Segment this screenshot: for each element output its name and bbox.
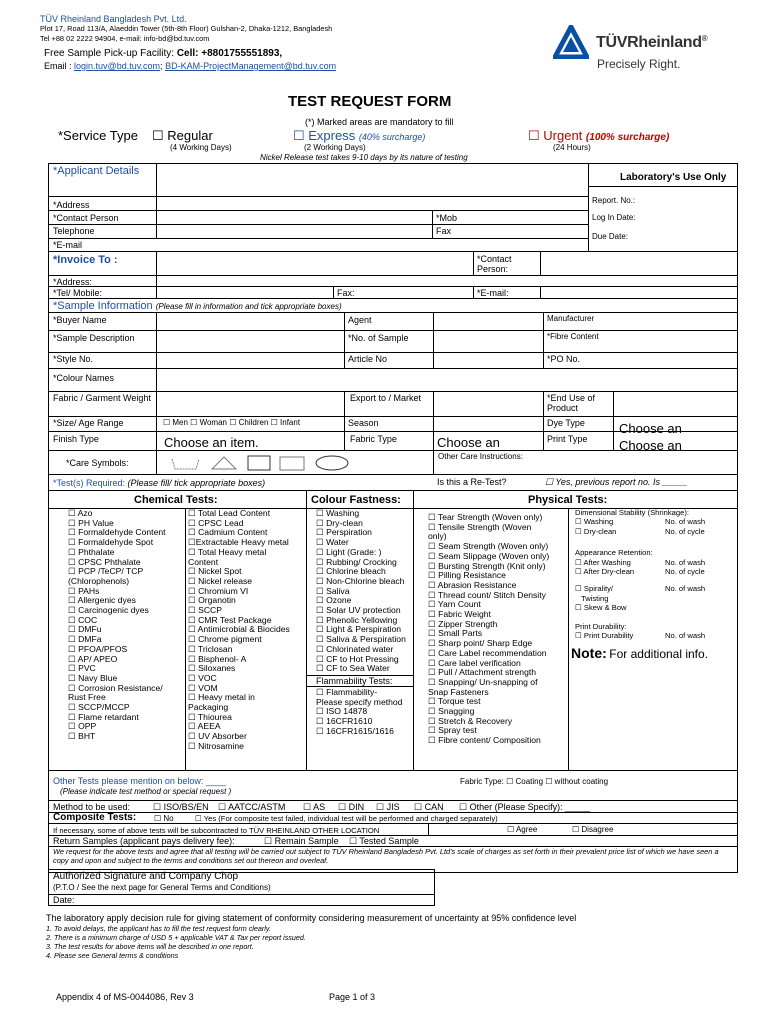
physical-test-item[interactable]: ☐ Torque test: [428, 696, 481, 707]
colour-fastness-item[interactable]: ☐ Ozone: [316, 595, 352, 606]
physical-test-item[interactable]: ☐ Zipper Strength: [428, 618, 498, 629]
applicant-address-label: *Address: [53, 200, 90, 210]
return-tested[interactable]: ☐ Tested Sample: [349, 836, 419, 846]
dim-wash-no: No. of wash: [665, 517, 706, 527]
print-dur-no: No. of wash: [665, 631, 706, 641]
spirality-row: [575, 584, 735, 593]
logo-name: TÜVRheinland: [596, 34, 702, 51]
chemical-test-item[interactable]: ☐ VOC: [188, 672, 217, 683]
chemical-test-item[interactable]: ☐ Siloxanes: [188, 663, 236, 674]
chemical-test-item[interactable]: ☐ Azo: [68, 508, 93, 518]
chemical-test-item[interactable]: ☐Extractable Heavy metal: [188, 537, 289, 548]
article-no-label: Article No: [348, 354, 388, 364]
finish-type-label: Finish Type: [53, 434, 99, 444]
flammability-item: Please specify method: [316, 696, 403, 707]
physical-test-item[interactable]: ☐ Pilling Resistance: [428, 570, 506, 581]
regular-days: (4 Working Days): [170, 143, 232, 152]
chemical-test-item[interactable]: ☐ CPSC Phthalate: [68, 556, 141, 567]
urgent-days: (24 Hours): [553, 143, 591, 152]
app-wash-row: [575, 558, 735, 567]
invoice-address-label: *Address:: [53, 277, 93, 287]
note-3: 3. The test results for above items will be described in one report.: [46, 942, 254, 951]
physical-test-item[interactable]: ☐ Fibre content/ Composition: [428, 735, 541, 746]
app-dry[interactable]: ☐ After Dry-clean: [575, 567, 635, 577]
flammability-item[interactable]: ☐ 16CFR1610: [316, 716, 373, 727]
print-dur-row: [575, 631, 735, 640]
method-din[interactable]: ☐ DIN: [338, 802, 365, 812]
physical-test-item[interactable]: ☐ Care Label recommendation: [428, 647, 547, 658]
method-jis[interactable]: ☐ JIS: [376, 802, 400, 812]
app-dry-no: No. of cycle: [665, 567, 705, 577]
method-as[interactable]: ☐ AS: [303, 802, 326, 812]
express-surcharge: (40% surcharge): [358, 132, 426, 142]
skew-bow[interactable]: ☐ Skew & Bow: [575, 603, 627, 613]
print-durability[interactable]: ☐ Print Durability: [575, 631, 634, 641]
applicant-fax-label: Fax: [436, 226, 452, 236]
spacer: [575, 536, 735, 548]
note-text: For additional info.: [609, 647, 709, 661]
method-can[interactable]: ☐ CAN: [414, 802, 444, 812]
care-symbols-label: *Care Symbols:: [66, 458, 129, 468]
chemical-test-item[interactable]: ☐ Heavy metal in: [188, 692, 255, 703]
appearance-title: Appearance Retention:: [575, 548, 653, 558]
chemical-test-item[interactable]: ☐ Triclosan: [188, 643, 233, 654]
applicant-title: *Applicant Details: [53, 165, 140, 177]
dye-type-select[interactable]: Choose an: [619, 421, 682, 436]
mandatory-note: (*) Marked areas are mandatory to fill: [305, 117, 454, 127]
physical-list: [428, 513, 549, 746]
physical-extra: [575, 508, 735, 640]
size-age-label: *Size/ Age Range: [53, 418, 124, 428]
end-use-label: *End Use of Product: [547, 393, 596, 413]
chemical-test-item[interactable]: ☐ COC: [68, 614, 98, 625]
other-care-label: Other Care Instructions:: [438, 452, 523, 461]
colour-fastness-item[interactable]: ☐ Chlorine bleach: [316, 566, 386, 577]
chemical-test-item: Content: [188, 556, 219, 567]
dim-dry-no: No. of cycle: [665, 526, 705, 536]
manufacturer-label: Manufacturer: [547, 314, 595, 323]
colour-fastness-item[interactable]: ☐ Rubbing/ Crocking: [316, 556, 397, 567]
physical-test-item[interactable]: ☐ Stretch & Recovery: [428, 715, 513, 726]
pickup-line: [44, 48, 282, 59]
chemical-tests-title: Chemical Tests:: [134, 494, 218, 506]
app-dry-row: [575, 567, 735, 576]
pickup-cell: Cell: +8801755551893,: [176, 48, 283, 59]
method-other[interactable]: ☐ Other (Please Specify): _____: [459, 802, 591, 812]
flammability-item[interactable]: ☐ ISO 14878: [316, 706, 368, 717]
applicant-contact-label: *Contact Person: [53, 213, 119, 223]
decision-rule: The laboratory apply decision rule for giving statement of conformity considering measurement of uncertainty at 95% confidence level: [46, 913, 577, 923]
chemical-test-item[interactable]: ☐ Nickel Spot: [188, 566, 242, 577]
colour-fastness-item[interactable]: ☐ Saliva & Perspiration: [316, 634, 406, 645]
spacer: [575, 613, 735, 622]
physical-test-item[interactable]: ☐ Care label verification: [428, 657, 521, 668]
appendix-ref: Appendix 4 of MS-0044086, Rev 3: [56, 992, 194, 1002]
chemical-test-item[interactable]: ☐ Antimicrobial & Biocides: [188, 624, 290, 635]
fabric-weight-label: Fabric / Garment Weight: [53, 393, 151, 403]
chemical-test-item[interactable]: ☐ Total Lead Content: [188, 508, 271, 518]
colour-names-label: *Colour Names: [53, 373, 115, 383]
chemical-test-item[interactable]: ☐ DMFa: [68, 634, 102, 645]
retest-label: Is this a Re-Test?: [437, 477, 507, 487]
size-options[interactable]: ☐ Men ☐ Woman ☐ Children ☐ Infant: [163, 418, 301, 427]
colour-fastness-item[interactable]: ☐ Phenolic Yellowing: [316, 614, 398, 625]
tuv-triangle-icon: [553, 25, 589, 59]
physical-tests-title: Physical Tests:: [528, 494, 608, 506]
logo-reg: ®: [701, 34, 708, 43]
physical-test-item[interactable]: ☐ Fabric Weight: [428, 609, 491, 620]
invoice-email-label: *E-mail:: [477, 288, 509, 298]
fibre-content-label: *Fibre Content: [547, 332, 599, 341]
retest-yes[interactable]: ☐ Yes, previous report no. Is _____: [545, 477, 688, 487]
style-no-label: *Style No.: [53, 354, 94, 364]
logo-tagline: Precisely Right.: [597, 57, 681, 71]
fabric-type-coating[interactable]: Fabric Type: ☐ Coating ☐ without coating: [460, 777, 609, 786]
print-durability-title: Print Durability:: [575, 621, 627, 631]
tests-required-note: (Please fill/ tick appropriate boxes): [127, 478, 266, 488]
physical-test-item[interactable]: ☐ Abrasion Resistance: [428, 579, 517, 590]
dim-dry[interactable]: ☐ Dry-clean: [575, 526, 617, 536]
dim-dry-row: [575, 527, 735, 536]
composite-yes[interactable]: ☐ Yes (For composite test failed, individual test will be performed and charged separately): [195, 814, 498, 823]
colour-fastness-title: Colour Fastness:: [311, 494, 401, 506]
urgent-label: ☐ Urgent: [528, 128, 583, 143]
chemical-list-2: [188, 509, 290, 752]
service-express[interactable]: [293, 128, 425, 144]
po-no-label: *PO No.: [547, 354, 581, 364]
company-tel: Tel +88 02 2222 94904, e-mail: info-bd@bd.tuv.com: [40, 34, 210, 43]
company-address: Plot 17, Road 113/A, Alaeddin Tower (5th-8th Floor) Gulshan-2, Dhaka-1212, Bangladesh: [40, 24, 333, 33]
chemical-test-item[interactable]: ☐ PCP /TeCP/ TCP: [68, 566, 144, 577]
note-box: [571, 645, 708, 661]
chemical-test-item[interactable]: ☐ Nitrosamine: [188, 740, 244, 751]
chemical-test-item[interactable]: ☐ OPP: [68, 721, 97, 732]
other-tests-label: Other Tests please mention on below: ____: [53, 776, 226, 786]
email-separator: ;: [160, 61, 163, 71]
chemical-test-item[interactable]: ☐ BHT: [68, 731, 96, 742]
invoice-tel-label: *Tel/ Mobile:: [53, 288, 103, 298]
colour-fastness-item[interactable]: ☐ Water: [316, 537, 349, 548]
lab-use-title: Laboratory's Use Only: [620, 172, 727, 183]
chemical-test-item[interactable]: ☐ Bisphenol- A: [188, 653, 247, 664]
service-type-label: *Service Type: [58, 128, 138, 143]
tests-required-label: [53, 478, 265, 488]
fabric-type-select[interactable]: Choose an: [437, 435, 500, 450]
invoice-contact-label: *Contact Person:: [477, 254, 512, 274]
urgent-surcharge: (100% surcharge): [585, 132, 670, 143]
physical-test-item[interactable]: ☐ Yarn Count: [428, 599, 481, 610]
chemical-test-item[interactable]: ☐ AEEA: [188, 721, 221, 732]
subcontract-note: If necessary, some of above tests will be subcontracted to TÜV RHEINLAND OTHER LOCATION: [53, 826, 380, 835]
chemical-test-item[interactable]: ☐ SCCP/MCCP: [68, 702, 130, 713]
chemical-test-item[interactable]: ☐ Chromium VI: [188, 585, 249, 596]
chemical-test-item[interactable]: ☐ PFOA/PFOS: [68, 643, 128, 654]
flammability-item[interactable]: ☐ Flammability-: [316, 687, 378, 697]
chemical-test-item[interactable]: ☐ Formaldehyde Spot: [68, 537, 154, 548]
dim-wash[interactable]: ☐ Washing: [575, 517, 614, 527]
chemical-test-item[interactable]: ☐ Total Heavy metal: [188, 546, 267, 557]
lab-report-no: Report. No.:: [592, 196, 636, 205]
composite-label: Composite Tests:: [53, 812, 137, 823]
app-wash[interactable]: ☐ After Washing: [575, 557, 631, 567]
physical-test-item[interactable]: ☐ Tensile Strength (Woven: [428, 521, 532, 532]
chemical-test-item[interactable]: ☐ Phthalate: [68, 546, 115, 557]
chemical-test-item[interactable]: ☐ Allergenic dyes: [68, 595, 136, 606]
chemical-list-1: [68, 509, 166, 742]
dim-wash-row: [575, 517, 735, 526]
chemical-test-item[interactable]: ☐ DMFu: [68, 624, 102, 635]
chemical-test-item[interactable]: ☐ Navy Blue: [68, 672, 118, 683]
colour-fastness-item[interactable]: ☐ Perspiration: [316, 527, 372, 538]
colour-fastness-item[interactable]: ☐ Light (Grade: ): [316, 546, 382, 557]
app-wash-no: No. of wash: [665, 557, 706, 567]
dye-type-label: Dye Type: [547, 418, 585, 428]
method-aatcc[interactable]: ☐ AATCC/ASTM: [218, 802, 286, 812]
colour-fastness-item[interactable]: ☐ Dry-clean: [316, 517, 363, 528]
note-2: 2. There is a minimum charge of USD 5 + applicable VAT & Tax per report issued.: [46, 933, 306, 942]
flammability-item[interactable]: ☐ 16CFR1615/1616: [316, 725, 394, 736]
service-regular[interactable]: ☐ Regular: [152, 128, 213, 143]
care-symbols-icon: [168, 454, 353, 472]
applicant-mob-label: *Mob: [436, 213, 458, 223]
colour-fastness-item[interactable]: ☐ Light & Perspiration: [316, 624, 402, 635]
colour-fastness-item[interactable]: ☐ Washing: [316, 508, 360, 518]
subcontract-agree[interactable]: ☐ Agree: [507, 825, 538, 834]
chemical-test-item[interactable]: ☐ AP/ APEO: [68, 653, 118, 664]
agent-label: Agent: [348, 315, 372, 325]
season-label: Season: [348, 418, 379, 428]
tests-required-title: *Test(s) Required:: [53, 478, 126, 488]
note-label: Note:: [571, 645, 607, 661]
physical-test-item[interactable]: ☐ Snapping/ Un-snapping of: [428, 676, 538, 687]
note-1: 1. To avoid delays, the applicant has to fill the test request form clearly.: [46, 924, 271, 933]
colour-fastness-item[interactable]: ☐ Chlorinated water: [316, 643, 394, 654]
physical-test-item[interactable]: ☐ Pull / Attachment strength: [428, 667, 537, 678]
colour-fastness-item[interactable]: ☐ Saliva: [316, 585, 350, 596]
chemical-test-item: Rust Free: [68, 692, 106, 703]
return-remain[interactable]: ☐ Remain Sample: [264, 836, 339, 846]
physical-test-item[interactable]: ☐ Snagging: [428, 706, 475, 717]
chemical-test-item[interactable]: ☐ Flame retardant: [68, 711, 139, 722]
email-line: [44, 61, 336, 71]
method-iso[interactable]: ☐ ISO/BS/EN: [153, 802, 209, 812]
colour-fastness-item[interactable]: ☐ Non-Chlorine bleach: [316, 575, 405, 586]
colour-fastness-item[interactable]: ☐ CF to Hot Pressing: [316, 653, 399, 664]
physical-test-item[interactable]: ☐ Bursting Strength (Knit only): [428, 560, 546, 571]
logo-wordmark: [596, 34, 707, 52]
spirality-twisting: Twisting: [581, 593, 609, 603]
invoice-fax-label: Fax:: [337, 288, 355, 298]
chemical-test-item[interactable]: ☐ Corrosion Resistance/: [68, 682, 163, 693]
other-tests-note: (Please indicate test method or special request ): [60, 787, 232, 796]
buyer-label: *Buyer Name: [53, 315, 107, 325]
physical-test-item[interactable]: ☐ Sharp point/ Sharp Edge: [428, 638, 533, 649]
lab-login-date: Log In Date:: [592, 213, 636, 222]
chemical-test-item[interactable]: ☐ CMR Test Package: [188, 614, 272, 625]
applicant-email-label: *E-mail: [53, 240, 83, 250]
chemical-test-item[interactable]: ☐ Formaldehyde Content: [68, 527, 166, 538]
chemical-test-item[interactable]: ☐ VOM: [188, 682, 218, 693]
physical-test-item[interactable]: ☐ Thread count/ Stitch Density: [428, 589, 546, 600]
subcontract-disagree[interactable]: ☐ Disagree: [572, 825, 614, 834]
sample-title-text: *Sample Information: [53, 300, 153, 312]
applicant-telephone-label: Telephone: [53, 226, 95, 236]
dim-stability-title: Dimensional Stability (Shrinkage):: [575, 508, 689, 517]
company-name: TÜV Rheinland Bangladesh Pvt. Ltd.: [40, 14, 187, 24]
email-link-2[interactable]: BD-KAM-ProjectManagement@bd.tuv.com: [165, 61, 337, 71]
email-link-1[interactable]: login.tuv@bd.tuv.com: [74, 61, 161, 71]
express-label: ☐ Express: [293, 128, 356, 143]
chemical-test-item: (Chlorophenols): [68, 575, 130, 586]
sample-info-title: [53, 300, 342, 312]
physical-test-item[interactable]: ☐ Spray test: [428, 725, 477, 736]
chemical-test-item[interactable]: ☐ Organotin: [188, 595, 236, 606]
sample-description-label: *Sample Description: [53, 333, 135, 343]
flammability-list: [316, 688, 402, 737]
return-samples-label: Return Samples (applicant pays delivery fee):: [53, 836, 235, 846]
nickel-note: Nickel Release test takes 9-10 days by its nature of testing: [260, 153, 468, 162]
chemical-test-item[interactable]: ☐ PVC: [68, 663, 96, 674]
auth-date-label: Date:: [53, 895, 75, 905]
physical-test-item[interactable]: ☐ Seam Strength (Woven only): [428, 541, 549, 552]
lab-due-date: Due Date:: [592, 232, 629, 241]
email-label: Email :: [44, 61, 72, 71]
composite-no[interactable]: ☐ No: [154, 814, 174, 823]
auth-pto-note: (P.T.O / See the next page for General Terms and Conditions): [53, 883, 271, 892]
physical-test-item[interactable]: ☐ Seam Slippage (Woven only): [428, 550, 550, 561]
chemical-test-item[interactable]: ☐ Thiourea: [188, 711, 232, 722]
export-market-label: Export to / Market: [350, 393, 422, 403]
spirality-no: No. of wash: [665, 584, 706, 594]
spacer: [575, 576, 735, 584]
request-agreement: We request for the above tests and agree that all testing will be carried out subject to TÜV Rheinland Bangladesh Pvt. Ltd's scale of charges as set forth in their prevalent price list of which we have seen a copy and upon and subject to the terms and conditions set out thereon and overleaf.: [53, 847, 719, 865]
no-sample-label: *No. of Sample: [348, 333, 409, 343]
colour-fastness-item[interactable]: ☐ Solar UV protection: [316, 605, 401, 616]
fabric-type-label: Fabric Type: [350, 434, 397, 444]
page-number: Page 1 of 3: [329, 992, 376, 1002]
spirality[interactable]: ☐ Spirality/: [575, 584, 614, 594]
chemical-test-item[interactable]: ☐ SCCP: [188, 605, 222, 616]
chemical-test-item[interactable]: ☐ CPSC Lead: [188, 517, 244, 528]
note-4: 4. Please see General terms & conditions: [46, 951, 179, 960]
invoice-title: *Invoice To :: [53, 254, 118, 266]
chemical-test-item[interactable]: ☐ Chrome pigment: [188, 634, 262, 645]
service-urgent[interactable]: [528, 128, 669, 144]
finish-type-select[interactable]: Choose an item.: [164, 435, 259, 450]
flammability-title: Flammability Tests:: [316, 676, 393, 686]
chemical-test-item[interactable]: ☐ Nickel release: [188, 575, 253, 586]
chemical-test-item[interactable]: ☐ UV Absorber: [188, 731, 247, 742]
sample-note: (Please fill in information and tick appropriate boxes): [155, 302, 342, 311]
physical-test-item: Snap Fasteners: [428, 686, 489, 697]
pickup-label: Free Sample Pick-up Facility:: [44, 48, 175, 59]
print-type-select[interactable]: Choose an: [619, 438, 682, 453]
colour-list: [316, 509, 406, 674]
chemical-test-item[interactable]: ☐ PH Value: [68, 517, 114, 528]
chemical-test-item[interactable]: ☐ Cadmium Content: [188, 527, 268, 538]
physical-test-item[interactable]: ☐ Tear Strength (Woven only): [428, 512, 543, 522]
print-type-label: Print Type: [547, 434, 588, 444]
express-days: (2 Working Days): [304, 143, 366, 152]
physical-test-item: only): [428, 531, 447, 542]
chemical-test-item: Packaging: [188, 702, 229, 713]
method-label: Method to be used:: [53, 802, 131, 812]
page-title: TEST REQUEST FORM: [288, 93, 452, 110]
physical-test-item[interactable]: ☐ Small Parts: [428, 628, 483, 639]
colour-fastness-item[interactable]: ☐ CF to Sea Water: [316, 663, 390, 674]
chemical-test-item[interactable]: ☐ PAHs: [68, 585, 100, 596]
auth-signature-label: Authorized Signature and Company Chop: [53, 871, 239, 882]
chemical-test-item[interactable]: ☐ Carcinogenic dyes: [68, 605, 149, 616]
